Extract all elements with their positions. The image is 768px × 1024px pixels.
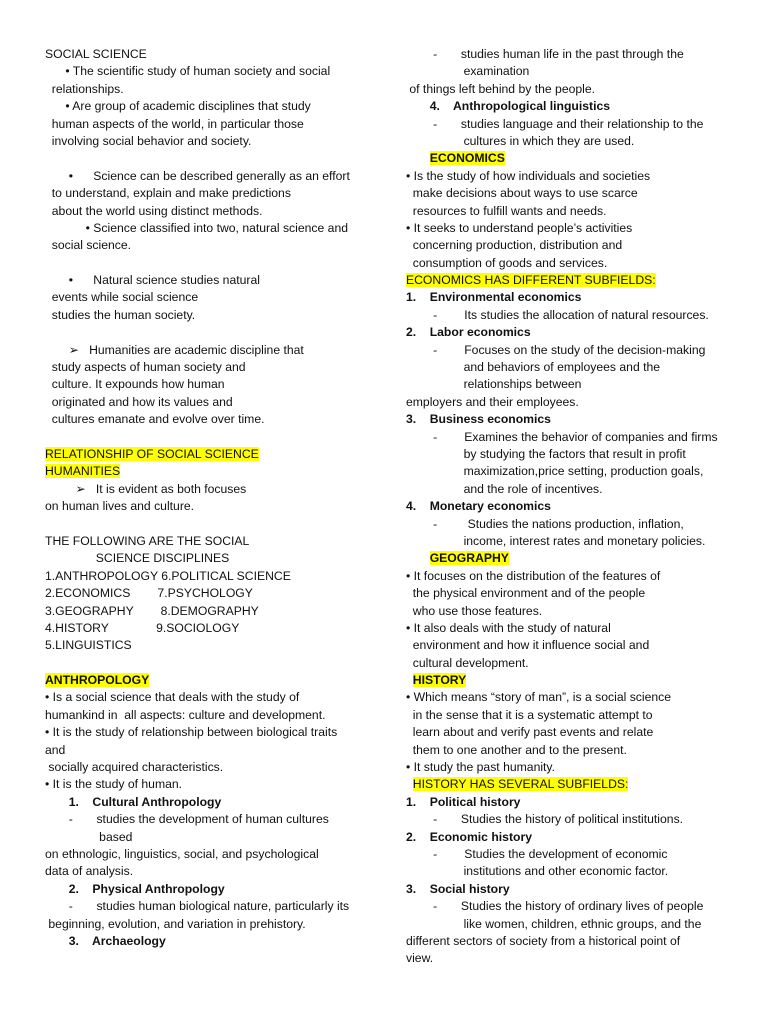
subfield-description: - Studies the nations production, inflation, — [406, 516, 684, 531]
text-line: learn about and verify past events and relate — [406, 725, 654, 740]
text-line: • It is the study of relationship between biological traits — [45, 725, 338, 740]
text-line: who use those features. — [406, 603, 543, 618]
history-heading: HISTORY — [412, 673, 467, 688]
subfield-description: - Studies the development of economic — [406, 846, 668, 861]
text-line — [45, 655, 375, 672]
text-line: them to one another and to the present. — [406, 742, 627, 757]
geography-body — [406, 568, 741, 672]
physical-anthropology-title: 2. Physical Anthropology — [45, 881, 225, 896]
subfield-description: maximization,price setting, production goals, — [406, 464, 704, 479]
text-line: socially acquired characteristics. — [45, 760, 224, 775]
subfield-title: 1. Environmental economics — [406, 290, 582, 305]
subfield-title: 2. Labor economics — [406, 325, 531, 340]
text-line: • Is the study of how individuals and societies — [406, 168, 651, 183]
text-line: - studies language and their relationship to the — [406, 116, 704, 131]
text-line — [45, 150, 375, 167]
text-line: studies the human society. — [45, 307, 196, 322]
text-line: of things left behind by the people. — [406, 81, 596, 96]
text-line: • It is the study of human. — [45, 777, 183, 792]
text-line: • Science classified into two, natural science and — [45, 220, 349, 235]
text-line: • It seeks to understand people’s activities — [406, 220, 633, 235]
text-line: culture. It expounds how human — [45, 377, 225, 392]
text-line: • The scientific study of human society and social — [45, 64, 331, 79]
subfield-title: 3. Business economics — [406, 412, 551, 427]
text-line: and — [45, 742, 66, 757]
text-line: about the world using distinct methods. — [45, 203, 263, 218]
subfield-title: 4. Monetary economics — [406, 499, 551, 514]
economics-subfields-heading: ECONOMICS HAS DIFFERENT SUBFIELDS: — [406, 273, 656, 288]
text-line: the physical environment and of the people — [406, 586, 646, 601]
subfield-description: - Its studies the allocation of natural resources. — [406, 307, 709, 322]
social-science-body — [45, 63, 375, 446]
text-line: relationships. — [45, 81, 124, 96]
anthropological-linguistics-body — [406, 116, 741, 151]
text-line: on human lives and culture. — [45, 499, 195, 514]
text-line: • Science can be described generally as an effort — [45, 168, 350, 183]
left-column — [45, 46, 375, 950]
text-line: 2.ECONOMICS 7.PSYCHOLOGY — [45, 586, 253, 601]
archaeology-body — [406, 46, 741, 98]
text-line: on ethnologic, linguistics, social, and psychological — [45, 846, 319, 861]
subfield-description: and the role of incentives. — [406, 481, 603, 496]
text-line: • Is a social science that deals with the study of — [45, 690, 300, 705]
text-line: ➢ Humanities are academic discipline that — [45, 342, 304, 357]
subfield-description: by studying the factors that result in profit — [406, 446, 686, 461]
subfield-description: - Studies the history of political institutions. — [406, 812, 684, 827]
relationship-body — [45, 481, 375, 672]
subfield-title: 2. Economic history — [406, 829, 532, 844]
subfield-description: income, interest rates and monetary policies. — [406, 533, 706, 548]
history-subfields-heading: HISTORY HAS SEVERAL SUBFIELDS: — [412, 777, 629, 792]
text-line: • It study the past humanity. — [406, 760, 556, 775]
text-line: cultures emanate and evolve over time. — [45, 412, 265, 427]
subfield-description: and behaviors of employees and the — [406, 360, 661, 375]
text-line: THE FOLLOWING ARE THE SOCIAL — [45, 533, 250, 548]
text-line: study aspects of human society and — [45, 360, 246, 375]
text-line: • Natural science studies natural — [45, 273, 260, 288]
text-line: consumption of goods and services. — [406, 255, 608, 270]
cultural-anthropology-body — [45, 811, 375, 881]
text-line — [45, 429, 375, 446]
history-subfields-list — [406, 794, 741, 968]
text-line: • It also deals with the study of natural — [406, 620, 611, 635]
text-line: 1.ANTHROPOLOGY 6.POLITICAL SCIENCE — [45, 568, 291, 583]
text-line: examination — [406, 64, 530, 79]
text-line: concerning production, distribution and — [406, 238, 623, 253]
history-body — [406, 689, 741, 776]
text-line: - studies human biological nature, particularly its — [45, 899, 350, 914]
text-line — [45, 255, 375, 272]
text-line: originated and how its values and — [45, 394, 233, 409]
cultural-anthropology-title: 1. Cultural Anthropology — [45, 794, 222, 809]
subfield-description: view. — [406, 951, 434, 966]
text-line — [45, 324, 375, 341]
text-line: events while social science — [45, 290, 199, 305]
text-line: in the sense that it is a systematic attempt to — [406, 707, 653, 722]
relationship-heading-line-1: RELATIONSHIP OF SOCIAL SCIENCE — [45, 446, 259, 461]
text-line: cultural development. — [406, 655, 529, 670]
text-line: data of analysis. — [45, 864, 134, 879]
social-science-heading: SOCIAL SCIENCE — [45, 47, 147, 61]
subfield-description: like women, children, ethnic groups, and the — [406, 916, 702, 931]
text-line: ➢ It is evident as both focuses — [45, 481, 247, 496]
anthropological-linguistics-title: 4. Anthropological linguistics — [406, 99, 611, 114]
physical-anthropology-body — [45, 898, 375, 933]
subfield-title: 3. Social history — [406, 881, 510, 896]
economics-body — [406, 168, 741, 272]
subfield-description: different sectors of society from a historical point of — [406, 933, 681, 948]
subfield-description: - Studies the history of ordinary lives of people — [406, 899, 704, 914]
text-line: environment and how it influence social and — [406, 638, 650, 653]
text-line: humankind in all aspects: culture and development. — [45, 707, 326, 722]
text-line: • Which means “story of man”, is a social science — [406, 690, 672, 705]
text-line: social science. — [45, 238, 132, 253]
text-line: 3.GEOGRAPHY 8.DEMOGRAPHY — [45, 603, 259, 618]
right-column — [406, 46, 741, 968]
text-line: 4.HISTORY 9.SOCIOLOGY — [45, 620, 240, 635]
text-line: involving social behavior and society. — [45, 133, 252, 148]
text-line: to understand, explain and make predictions — [45, 186, 291, 201]
subfield-title: 1. Political history — [406, 794, 521, 809]
text-line: 5.LINGUISTICS — [45, 638, 132, 653]
subfield-description: - Focuses on the study of the decision-making — [406, 342, 706, 357]
relationship-heading-line-2: HUMANITIES — [45, 464, 121, 479]
geography-heading: GEOGRAPHY — [429, 551, 509, 566]
text-line: human aspects of the world, in particular those — [45, 116, 304, 131]
economics-subfields-list — [406, 289, 741, 550]
text-line: SCIENCE DISCIPLINES — [45, 551, 230, 566]
subfield-description: employers and their employees. — [406, 394, 579, 409]
text-line: cultures in which they are used. — [406, 133, 635, 148]
text-line: beginning, evolution, and variation in prehistory. — [45, 916, 306, 931]
anthropology-heading: ANTHROPOLOGY — [45, 673, 150, 688]
text-line: - studies human life in the past through the — [406, 47, 684, 61]
text-line: based — [45, 829, 133, 844]
subfield-description: relationships between — [406, 377, 582, 392]
text-line: • It focuses on the distribution of the features of — [406, 568, 661, 583]
text-line: • Are group of academic disciplines that study — [45, 99, 311, 114]
text-line: - studies the development of human cultures — [45, 812, 329, 827]
text-line — [45, 516, 375, 533]
anthropology-body — [45, 689, 375, 793]
economics-heading: ECONOMICS — [429, 151, 505, 166]
archaeology-title: 3. Archaeology — [45, 933, 166, 948]
subfield-description: - Examines the behavior of companies and firms — [406, 429, 718, 444]
subfield-description: institutions and other economic factor. — [406, 864, 669, 879]
text-line: make decisions about ways to use scarce — [406, 186, 638, 201]
text-line: resources to fulfill wants and needs. — [406, 203, 607, 218]
